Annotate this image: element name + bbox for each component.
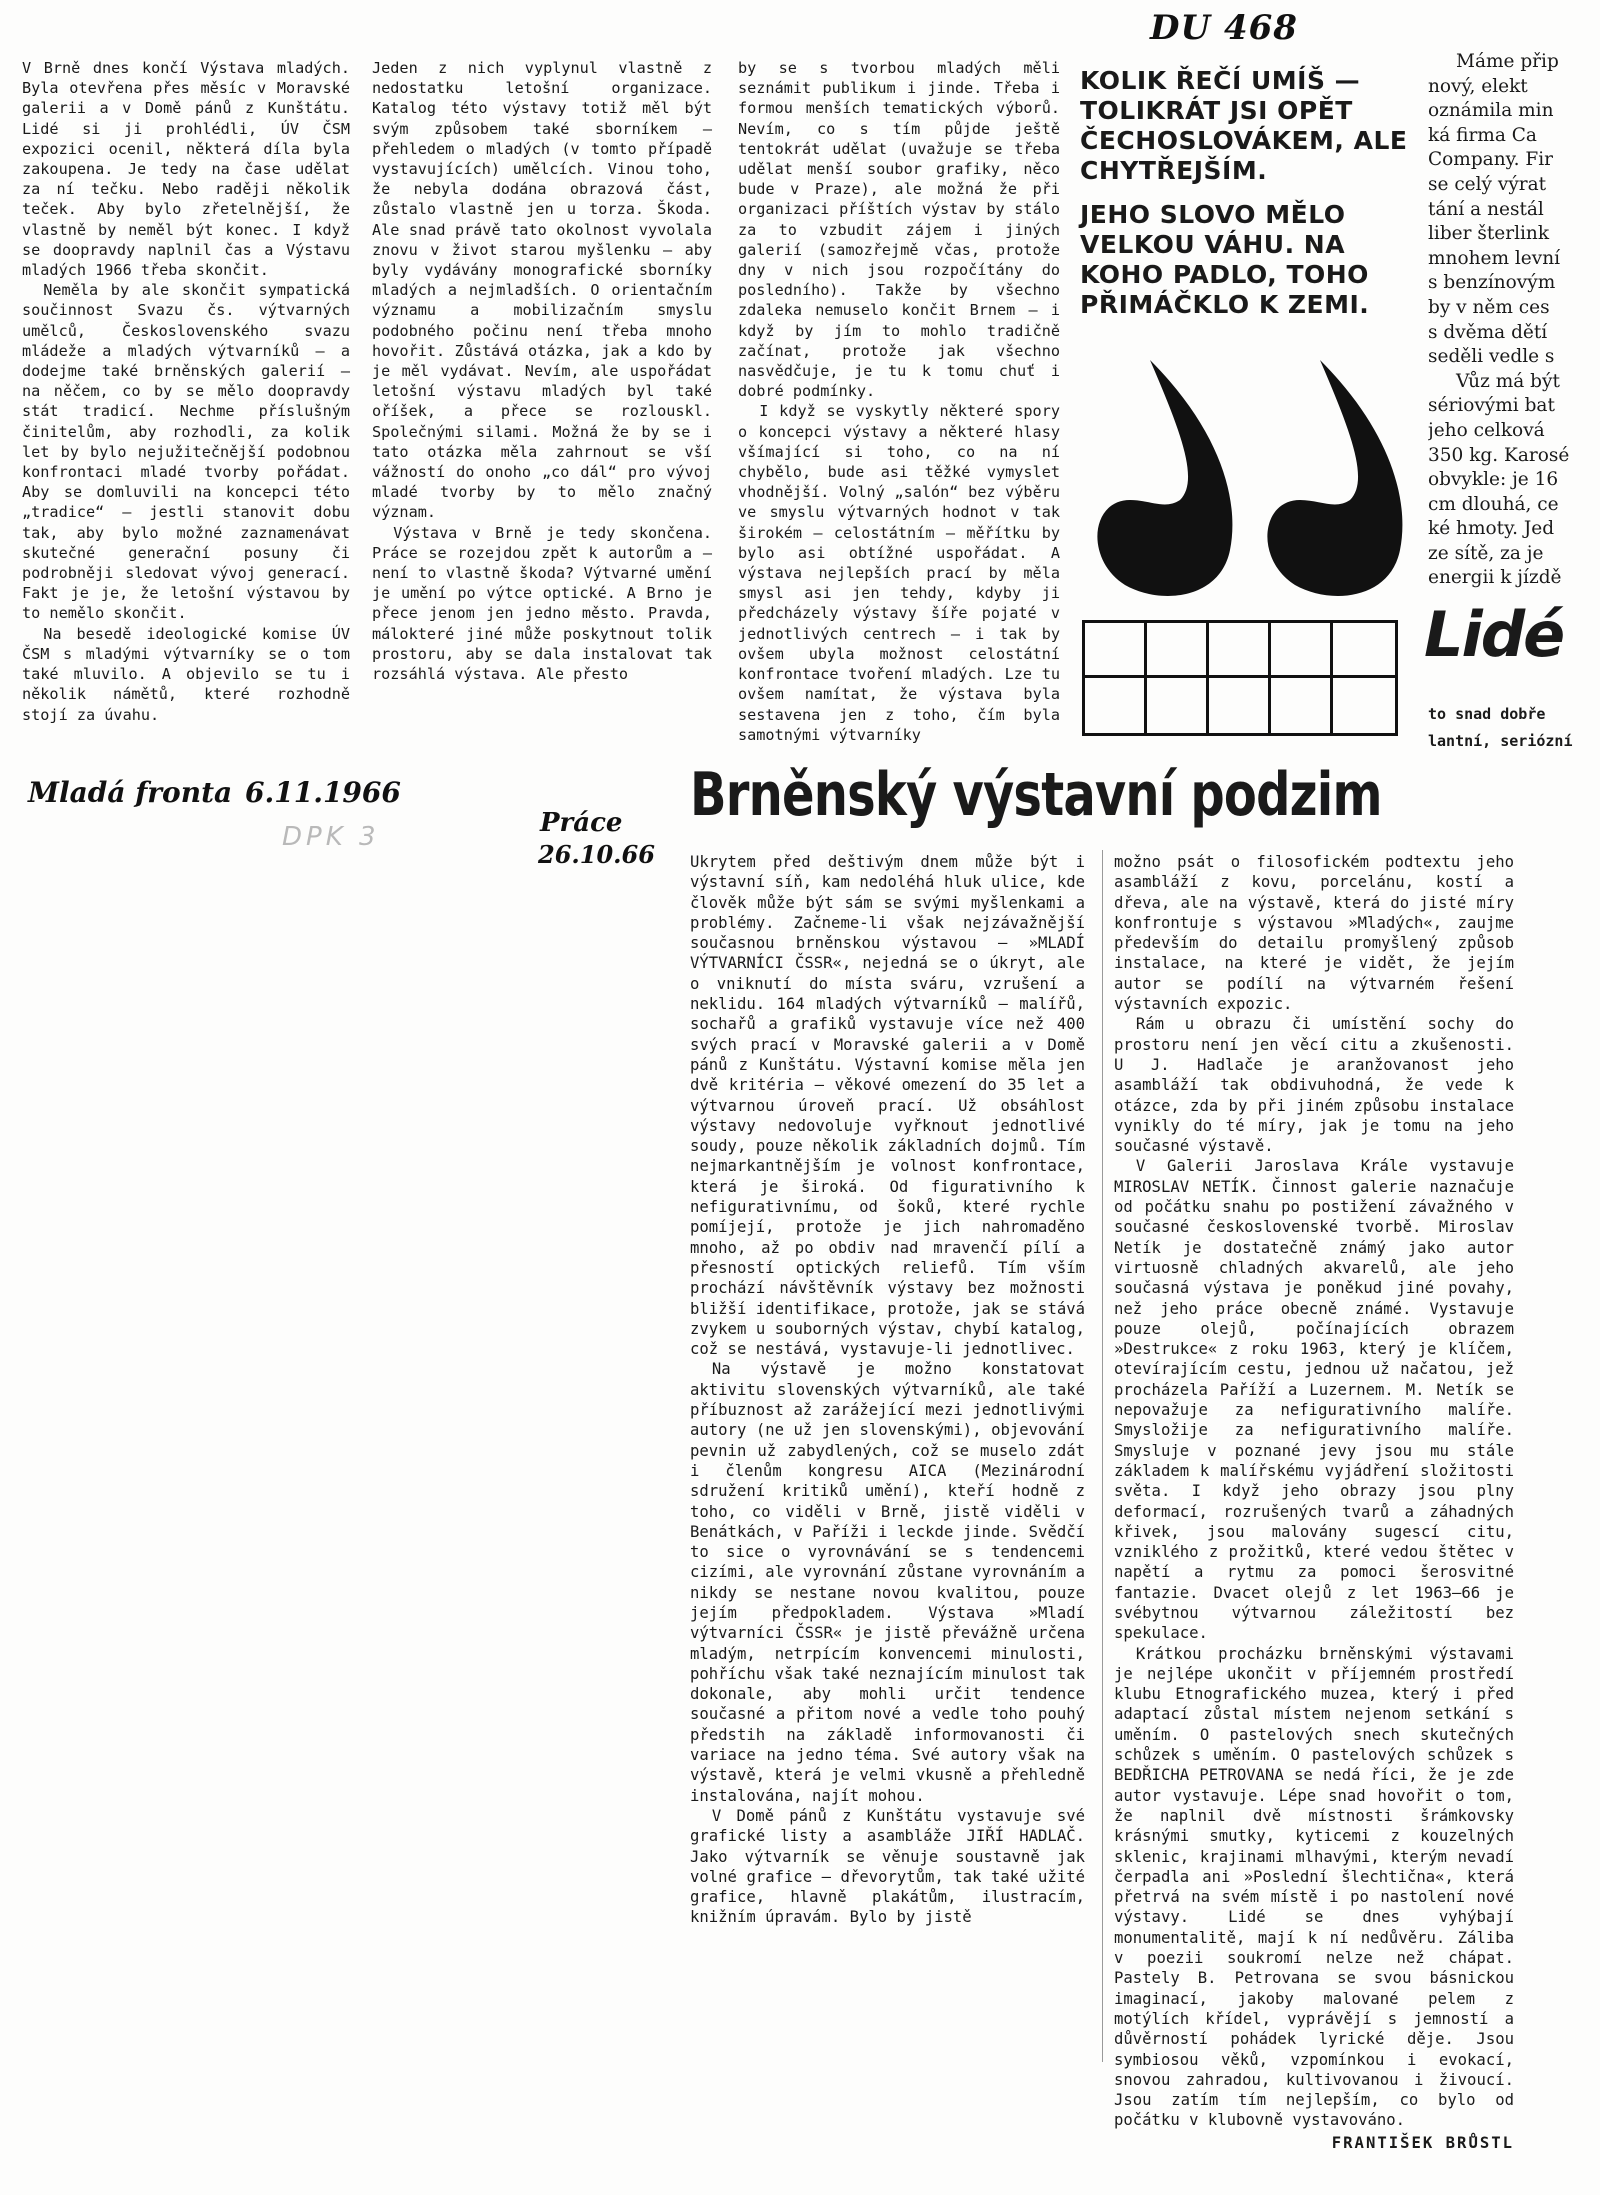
sidebar-subheadline: JEHO SLOVO MĚLO VELKOU VÁHU. NA KOHO PADLO, TOHO PŘIMÁČKLO K ZEMI.	[1080, 200, 1370, 319]
line: liber šterlink	[1428, 223, 1550, 245]
left-article-column-2	[372, 58, 712, 684]
lide-tagline-1: to snad dobře	[1428, 705, 1546, 723]
line: seděli vedle s	[1428, 346, 1555, 368]
line: energii k jízdě	[1428, 567, 1562, 589]
line: jeho celková	[1428, 419, 1545, 441]
crossword-grid-graphic	[1082, 620, 1398, 736]
line: Vůz má být	[1456, 370, 1560, 392]
lide-logo-word: Lidé	[1424, 598, 1564, 671]
main-headline: Brněnský výstavní podzim	[690, 760, 1382, 830]
line: by v něm ces	[1428, 296, 1550, 318]
line: tání a nestál	[1428, 198, 1544, 220]
line: 350 kg. Karosé	[1428, 444, 1570, 466]
paragraph: Ukrytem před deštivým dnem může být i výstavní síň, kam nedoléhá hluk ulice, kde člověk může být sám se svými myšlenkami a problémy. Začneme-li však nejzávažnější současnou brněnskou výstavou — »MLADÍ VÝTVARNÍCI ČSSR«, nejedná se o úkryt, ale o vniknutí do místa sváru, vzrušení a neklidu. 164 mladých výtvarníků — malířů, sochařů a grafiků vystavuje více než 400 svých prací v Moravské galerii a v Domě pánů z Kunštátu. Výstavní komise měla jen dvě kritéria — věkové omezení do 35 let a výtvarnou úroveň prací. Už obsáhlost výstavy nedovoluje vyřknout jednotlivé soudy, pouze několik základních dojmů. Tím nejmarkantnějším je volnost konfrontace, která je široká. Od figurativního k nefigurativnímu, od šoků, které rychle pomíjejí, protože je jich nahromaděno mnoho, až po obdiv nad mravenčí pílí a přesností optických reliefů. Tím vším prochází návštěvník výstavy bez možnosti bližší identifikace, protože, jak se stává zvykem u souborných výstav, chybí katalog, což se nestává, vystavuje-li jednotlivec.	[690, 853, 1085, 1359]
byline: FRANTIŠEK BRŮSTL	[1331, 2133, 1514, 2152]
paragraph: by se s tvorbou mladých měli seznámit publikum i jinde. Třeba i formou menších tematických výborů. Nevím, co s tím půjde ještě tentokrát udělat (uvažuje se třeba udělat menší soubor grafiky, něco bude v Praze), ale možná že při organizaci příštích výstav by stálo za to vzbudit zájem i jiných galerií (samozřejmě včas, protože dny v nich jsou rozpočítány do posledního). Takže by všechno zdaleka nemuselo končit Brnem — i když by jím to mohlo tradičně začínat, protože jak všechno nasvědčuje, je tu k tomu chuť i dobré podmínky.	[738, 59, 1060, 401]
paragraph: Neměla by ale skončit sympatická součinnost Svazu čs. výtvarných umělců, Československého svazu mládeže a mladých výtvarníků — a dodejme také brněnských galerií — na něčem, co by se mělo doopravdy stát tradicí. Nechme příslušným činitelům, aby rozhodli, za kolik let by bylo nejužitečnější podobnou konfrontaci mladé tvorby pořádat. Aby se domluvili na koncepci této „tradice“ — jestli stanovit dobu tak, aby bylo možné zaznamenávat skutečné generační posuny či podrobněji sledovat vývoj generací. Fakt je je, že letošní výstavou by to nemělo skončit.	[22, 281, 350, 623]
line: Company. Fir	[1428, 149, 1553, 171]
line: nový, elekt	[1428, 75, 1528, 97]
line: sériovými bat	[1428, 395, 1555, 417]
source-left: Mladá fronta	[28, 776, 233, 809]
paragraph: Na výstavě je možno konstatovat aktivitu slovenských výtvarníků, ale také příbuznost až zarážející mezi jednotlivými autory (ne už jen slovenskými), objevování pevnin už zabydlených, což se muselo zdát i členům kongresu AICA (Mezinárodní sdružení kritiků umění), kteří hodně z toho, co viděli v Brně, jistě viděli v Benátkách, v Paříži i leckde jinde. Svědčí to sice o vyrovnávání se s tendencemi cizími, ale vyrovnání zůstane vyrovnáním a nikdy se nestane novou kvalitou, pouze jejím předpokladem. Výstava »Mladí výtvarníci ČSSR« je jistě převážně určena mladým, netrpícím konvencemi minulosti, pohříchu však také neznajícím minulost tak dokonale, aby mohli určit tendence současné a přitom nové a vedle toho pouhý předstih na základě informovanosti či variace na jedno téma. Své autory však na výstavě, která je velmi vkusně a přehledně instalována, najít mohou.	[690, 1360, 1085, 1805]
source-right: Práce	[540, 808, 623, 838]
line: ká firma Ca	[1428, 124, 1537, 146]
line: ze sítě, za je	[1428, 542, 1544, 564]
left-article-column-3	[738, 58, 1060, 745]
line: obvykle: je 16	[1428, 469, 1559, 491]
sidebar-headline: KOLIK ŘEČÍ UMÍŠ — TOLIKRÁT JSI OPĚT ČECHOSLOVÁKEM, ALE CHYTŘEJŠÍM.	[1080, 66, 1408, 185]
line: s benzínovým	[1428, 272, 1556, 294]
line: s dvěma dětí	[1428, 321, 1548, 343]
paragraph: V Brně dnes končí Výstava mladých. Byla otevřena přes měsíc v Moravské galerii a v Domě pánů z Kunštátu. Lidé si ji prohlédli, ÚV ČSM expozici ocenil, některá díla byla zakoupena. Je tedy na čase udělat za ní tečku. Nebo raději několik teček. Aby bylo zřetelnější, že vlastně by neměl být konec. I když se doopravdy naplnil čas a Výstavu mladých 1966 třeba skončit.	[22, 59, 350, 280]
line: cm dlouhá, ce	[1428, 493, 1559, 515]
lide-tagline-2: lantní, seriózní	[1428, 732, 1573, 750]
main-article-column-1	[690, 852, 1085, 1928]
line: mnohem levní	[1428, 247, 1561, 269]
paragraph: Na besedě ideologické komise ÚV ČSM s mladými výtvarníky se o tom také mluvilo. A objevilo se tu i několik námětů, které rozhodně stojí za úvahu.	[22, 624, 350, 724]
date-right: 26.10.66	[538, 840, 655, 869]
paragraph: Výstava v Brně je tedy skončena. Práce se rozejdou zpět k autorům a — není to vlastně škoda? Výtvarné umění je umění po výtce optické. A Brno je přece jenom jen jedno město. Pravda, málokteré jiné může poskytnout tolik prostoru, aby se dala instalovat tak rozsáhlá výstava. Ale přesto	[372, 523, 712, 684]
left-article-column-1	[22, 58, 350, 725]
faint-stamp: DPK 3	[282, 822, 380, 852]
paragraph: možno psát o filosofickém podtextu jeho asambláží z kovu, porcelánu, kostí a dřeva, ale na výstavě, která do jisté míry konfrontuje s výstavou »Mladých«, zaujme především do detailu promyšlený způsob instalace, na které je vidět, že jejím autor se podílí na výtvarném řešení výstavních expozic.	[1114, 853, 1514, 1014]
paragraph: Jeden z nich vyplynul vlastně z nedostatku letošní organizace. Katalog této výstavy totiž měl být svým způsobem také sborníkem — přehledem o mladých (v tomto případě vystavujících) umělcích. Vinou toho, že nebyla dodána obrazová část, zůstalo vlastně jen u torza. Škoda. Ale snad právě tato okolnost vyvolala znovu v život starou myšlenku — aby byly vydávány monografické sborníky mladých a nejmladších. O orientačním významu a mobilizačním smyslu podobného počinu není třeba mnoho hovořit. Zůstává otázka, jak a kdo by je měl vydávat. Nevím, ale uspořádat letošní výstavu mladých byl také oříšek, a přece se rozlouskl. Společnými silami. Možná že by se i tato otázka měla zahrnout se vší vážností do onoho „co dál“ pro vývoj mladé tvorby by to mělo značný význam.	[372, 59, 712, 522]
quotation-marks-graphic	[1070, 350, 1410, 620]
right-clipped-column	[1428, 50, 1598, 591]
line: oznámila min	[1428, 100, 1554, 122]
main-article-column-2	[1114, 852, 1514, 2153]
date-left: 6.11.1966	[245, 776, 401, 809]
paragraph: Rám u obrazu či umístění sochy do prostoru není jen věcí citu a zkušenosti. U J. Hadlače je aranžovanost jeho asambláží tak obdivuhodná, že vede k otázce, zda by při jiném způsobu instalace vynikly do té míry, jak je tomu na jeho současné výstavě.	[1114, 1015, 1514, 1156]
paragraph: I když se vyskytly některé spory o koncepci výstavy a některé hlasy všímající si toho, co na ní chybělo, bude asi těžké vymyslet vhodnější. Volný „salón“ bez výběru ve smyslu výtvarných hodnot v tak širokém — celostátním — měřítku by bylo asi obtížné uspořádat. A výstava nejlepších prací by měla smysl asi jen tehdy, kdyby ji předcházely výstavy šíře pojaté v jednotlivých centrech — i tak by ovšem ubyla možnost celostátní konfrontace tvoření mladých. Lze tu ovšem namítat, že výstava byla sestavena jen z toho, čím byla samotnými výtvarníky	[738, 402, 1060, 744]
column-divider	[1102, 850, 1103, 2062]
line: se celý výrat	[1428, 173, 1547, 195]
paragraph: V Domě pánů z Kunštátu vystavuje své grafické listy a asambláže JIŘÍ HADLAČ. Jako výtvarník se věnuje soustavně jak volné grafice — dřevorytům, tak také užité grafice, hlavně plakátům, ilustracím, knižním úpravám. Bylo by jistě	[690, 1806, 1085, 1927]
line: Máme přip	[1456, 51, 1559, 72]
archive-number: DU 468	[1150, 8, 1298, 48]
line: ké hmoty. Jed	[1428, 518, 1555, 540]
paragraph: V Galerii Jaroslava Krále vystavuje MIROSLAV NETÍK. Činnost galerie naznačuje od počátku snahu po postižení závažného v současné československé tvorbě. Miroslav Netík je dostatečně známý jako autor virtuosně chladných akvarelů, ale jeho současná výstava je poněkud jiné povahy, než jeho práce obecně známé. Vystavuje pouze olejů, počínajících obrazem »Destrukce« z roku 1963, který je klíčem, otevírajícím cestu, jednou už načatou, jež procházela Paříží a Luzernem. M. Netík se nepovažuje za nefigurativního malíře. Smysložije za nefigurativního malíře. Smysluje v poznané jevy jsou mu stále základem k malířskému vyjádření složitosti světa. I když jeho obrazy jsou plny deformací, rozrušených tvarů a záhadných křivek, jsou malovány sugescí citu, vzniklého z prožitků, které vedou štětec v napětí a rytmu za pomoci šerosvitné fantazie. Dvacet olejů z let 1963—66 je svébytnou výtvarnou záležitostí bez spekulace.	[1114, 1157, 1514, 1643]
paragraph: Krátkou procházku brněnskými výstavami je nejlépe ukončit v příjemném prostředí klubu Etnografického muzea, který i před adaptací zůstal místem nejenom setkání s uměním. O pastelových snech skutečných schůzek s uměním. O pastelových schůzek s BEDŘICHA PETROVANA se nedá říci, že je zde autor vystavuje. Lépe snad hovořit o tom, že naplnil dvě místnosti šrámkovsky krásnými smutky, kyticemi z kouzelných sklenic, krajinami mlhavými, kterým nevadí čerpadla ani »Poslední šlechtična«, která přetrvá na svém místě i po nastolení nové výstavy. Lidé se dnes vyhýbají monumentalitě, mají k ní nedůvěru. Záliba v poezii soukromí nelze než chápat. Pastely B. Petrovana se svou básnickou imaginací, jakoby malované pelem z motýlích křídel, vyprávějí s jemností a důvěrností pohádek lyrické děje. Jsou symbiosou věků, vzpomínkou i evokací, snovou zahradou, kultivovanou i živoucí. Jsou zatím tím nejlepším, co bylo od počátku v klubovně vystavováno.	[1114, 1644, 1514, 2130]
